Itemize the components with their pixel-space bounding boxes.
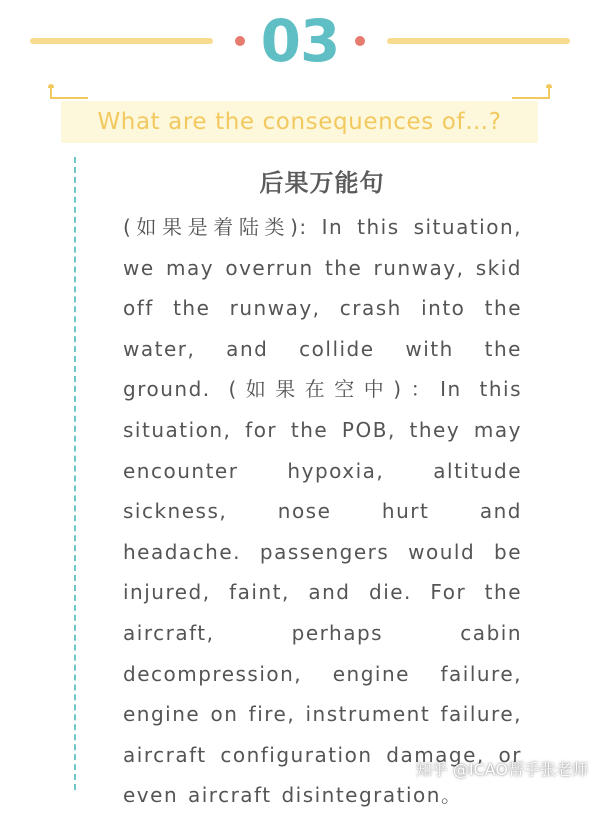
question-title: What are the consequences of…? (97, 109, 502, 135)
header-dot-left (235, 36, 245, 46)
dashed-margin-line (74, 157, 76, 790)
header-dot-right (355, 36, 365, 46)
header-divider-left (30, 38, 213, 44)
body-paragraph: (如果是着陆类): In this situation, we may overrun the runway, skid off the runway, crash into the water, and collide with the ground. (如果在空中)：In this situation, for the POB, they may encounter hypoxia, altitude sickness, nose hurt and headache. passengers would be injured, faint, and die. For the aircraft, perhaps cabin decompression, engine failure, engine on fire, instrument failure, aircraft configuration damage, or even aircraft disintegration。 (123, 215, 522, 808)
watermark: 知乎 @ICAO帮手张老师 (415, 760, 588, 779)
section-heading: 后果万能句 (259, 169, 385, 197)
bracket-left (50, 97, 88, 99)
header-divider-right (387, 38, 570, 44)
section-number: 03 (260, 7, 340, 75)
bracket-right (512, 97, 550, 99)
